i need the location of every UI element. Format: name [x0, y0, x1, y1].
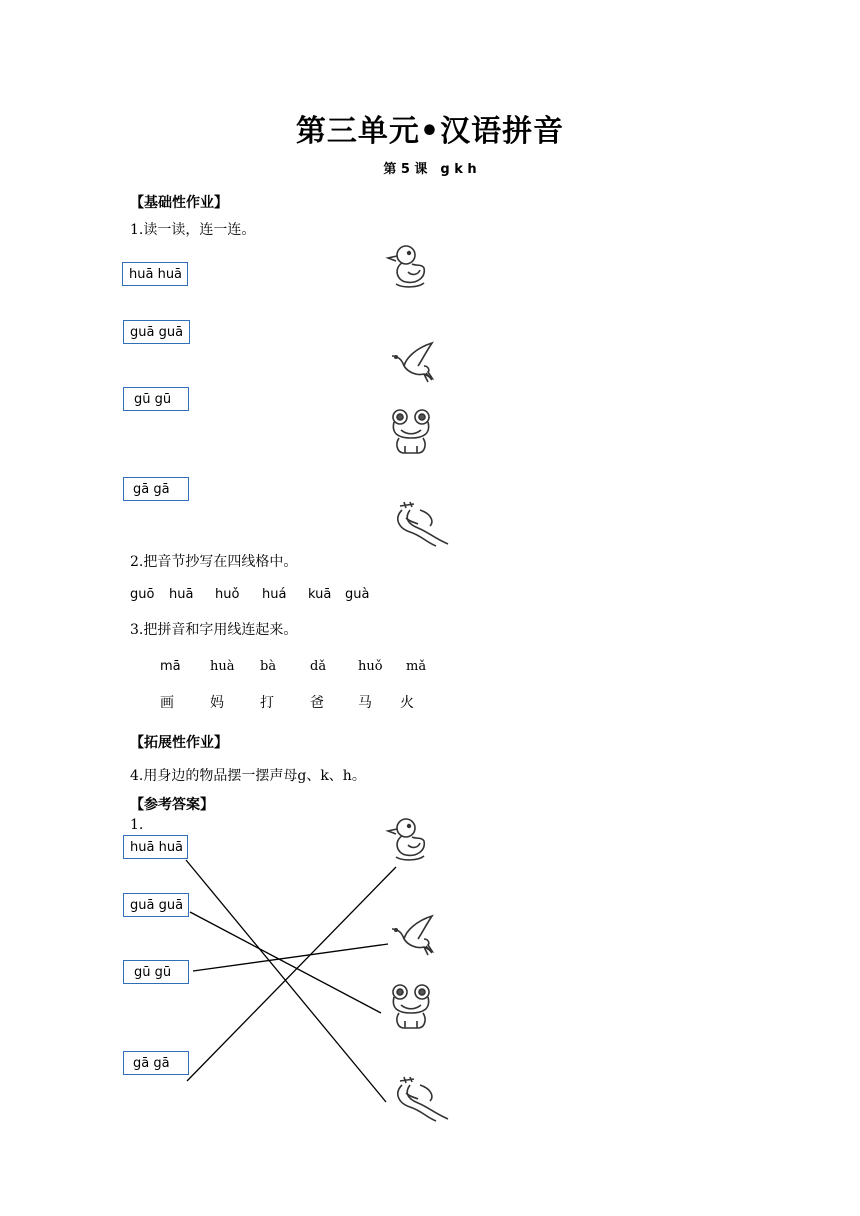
syllable: huǒ — [215, 587, 240, 602]
lesson-subtitle: 第 5 课 g k h — [383, 162, 477, 177]
pinyin-item: mā — [160, 659, 181, 674]
answer-box-gugu: gū gū — [123, 960, 189, 984]
frog-icon — [389, 983, 433, 1031]
section-heading-extended: 【拓展性作业】 — [130, 735, 228, 751]
section-heading-basic: 【基础性作业】 — [130, 195, 228, 211]
pinyin-item: huǒ — [358, 659, 383, 674]
river-icon — [392, 1075, 450, 1123]
question-3: 3.把拼音和字用线连起来。 — [130, 622, 298, 638]
duck-icon — [384, 815, 430, 863]
syllable: kuā — [308, 587, 332, 602]
hanzi-item: 爸 — [310, 695, 324, 711]
section-heading-answers: 【参考答案】 — [130, 797, 214, 813]
answer-1-label: 1. — [130, 817, 144, 833]
pinyin-item: dǎ — [310, 659, 327, 674]
answer-line-guagua-frog — [190, 912, 381, 1013]
pinyin-item: bà — [260, 659, 277, 674]
bird-icon — [388, 913, 436, 959]
hanzi-item: 火 — [400, 695, 414, 711]
syllable: guà — [345, 587, 370, 602]
syllable: huā — [169, 587, 194, 602]
syllable: guō — [130, 587, 155, 602]
question-4: 4.用身边的物品摆一摆声母g、k、h。 — [130, 768, 366, 784]
answer-box-huahua: huā huā — [123, 835, 188, 859]
hanzi-item: 马 — [358, 695, 372, 711]
pinyin-box-guagua: guā guā — [123, 320, 190, 344]
hanzi-item: 画 — [160, 695, 174, 711]
syllable: huá — [262, 587, 287, 602]
answer-line-huahua-river — [186, 860, 386, 1102]
page-title: 第三单元•汉语拼音 — [295, 114, 565, 149]
pinyin-item: huà — [210, 659, 235, 674]
pinyin-box-huahua: huā huā — [122, 262, 188, 286]
pinyin-box-gugu: gū gū — [123, 387, 189, 411]
question-1: 1.读一读，连一连。 — [130, 222, 256, 238]
question-2: 2.把音节抄写在四线格中。 — [130, 554, 298, 570]
pinyin-box-gaga: gā gā — [123, 477, 189, 501]
hanzi-item: 打 — [260, 695, 274, 711]
answer-line-gugu-bird — [193, 944, 388, 971]
pinyin-item: mǎ — [406, 659, 427, 674]
answer-box-gaga: gā gā — [123, 1051, 189, 1075]
hanzi-item: 妈 — [210, 695, 224, 711]
answer-box-guagua: guā guā — [123, 893, 189, 917]
